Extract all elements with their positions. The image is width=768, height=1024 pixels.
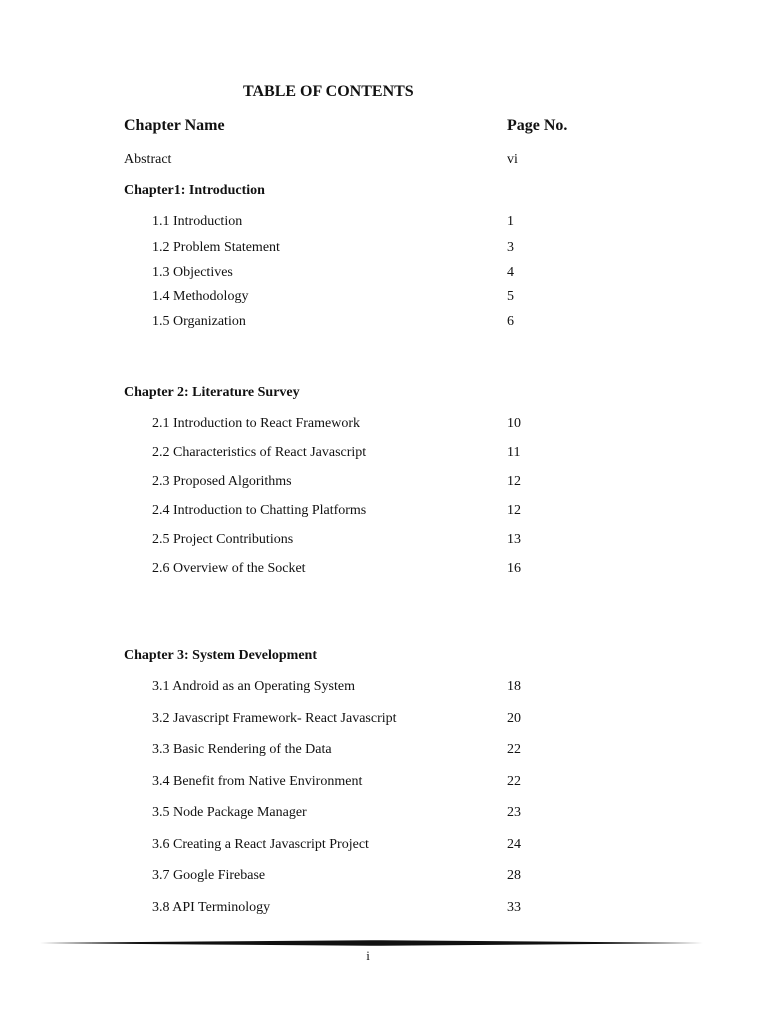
- toc-entry-label: 3.8 API Terminology: [152, 900, 271, 915]
- toc-entry-label: 3.7 Google Firebase: [152, 868, 266, 883]
- toc-entry-page: 4: [507, 265, 514, 280]
- chapter-heading: Chapter 3: System Development: [124, 648, 317, 663]
- toc-entry-label: 2.4 Introduction to Chatting Platforms: [152, 503, 367, 518]
- toc-entry-page: 28: [507, 868, 521, 883]
- page-number: i: [366, 948, 370, 963]
- toc-entry-label: 2.6 Overview of the Socket: [152, 561, 306, 576]
- toc-entry-label: 2.1 Introduction to React Framework: [152, 416, 361, 431]
- toc-entry-page: 20: [507, 711, 521, 726]
- toc-entry-label: 1.3 Objectives: [152, 265, 233, 280]
- toc-entry-page: 10: [507, 416, 521, 431]
- toc-entry-page: 6: [507, 314, 514, 329]
- toc-entry-page: 33: [507, 900, 521, 915]
- toc-entry-label: 3.3 Basic Rendering of the Data: [152, 742, 332, 757]
- chapter-heading: Chapter1: Introduction: [124, 183, 265, 198]
- toc-entry-page: 3: [507, 240, 514, 255]
- page-no-header: Page No.: [507, 117, 568, 134]
- toc-entry-label: 1.2 Problem Statement: [152, 240, 280, 255]
- toc-entry-label: 1.5 Organization: [152, 314, 246, 329]
- toc-entry-page: 1: [507, 214, 514, 229]
- toc-entry-page: 23: [507, 805, 521, 820]
- toc-entry-page: 24: [507, 837, 521, 852]
- toc-entry-page: 18: [507, 679, 521, 694]
- toc-entry-page: 22: [507, 742, 521, 757]
- toc-entry-label: 3.6 Creating a React Javascript Project: [152, 837, 369, 852]
- toc-abstract-label: Abstract: [124, 152, 172, 167]
- toc-entry-label: 1.1 Introduction: [152, 214, 243, 229]
- toc-entry-label: 1.4 Methodology: [152, 289, 249, 304]
- toc-entry-page: 16: [507, 561, 521, 576]
- toc-entry-page: 22: [507, 774, 521, 789]
- footer-divider: [40, 940, 703, 946]
- toc-entry-page: 12: [507, 503, 521, 518]
- toc-entry-label: 3.5 Node Package Manager: [152, 805, 307, 820]
- toc-abstract-page: vi: [507, 152, 518, 167]
- chapter-name-header: Chapter Name: [124, 117, 225, 134]
- toc-entry-page: 13: [507, 532, 521, 547]
- toc-entry-page: 12: [507, 474, 521, 489]
- chapter-heading: Chapter 2: Literature Survey: [124, 385, 300, 400]
- toc-entry-label: 2.2 Characteristics of React Javascript: [152, 445, 367, 460]
- toc-entry-page: 5: [507, 289, 514, 304]
- toc-entry-label: 2.5 Project Contributions: [152, 532, 294, 547]
- toc-entry-label: 3.2 Javascript Framework- React Javascript: [152, 711, 397, 726]
- toc-entry-label: 3.4 Benefit from Native Environment: [152, 774, 363, 789]
- toc-entry-label: 2.3 Proposed Algorithms: [152, 474, 292, 489]
- toc-entry-page: 11: [507, 445, 521, 460]
- page-title: TABLE OF CONTENTS: [243, 83, 414, 100]
- toc-entry-label: 3.1 Android as an Operating System: [152, 679, 355, 694]
